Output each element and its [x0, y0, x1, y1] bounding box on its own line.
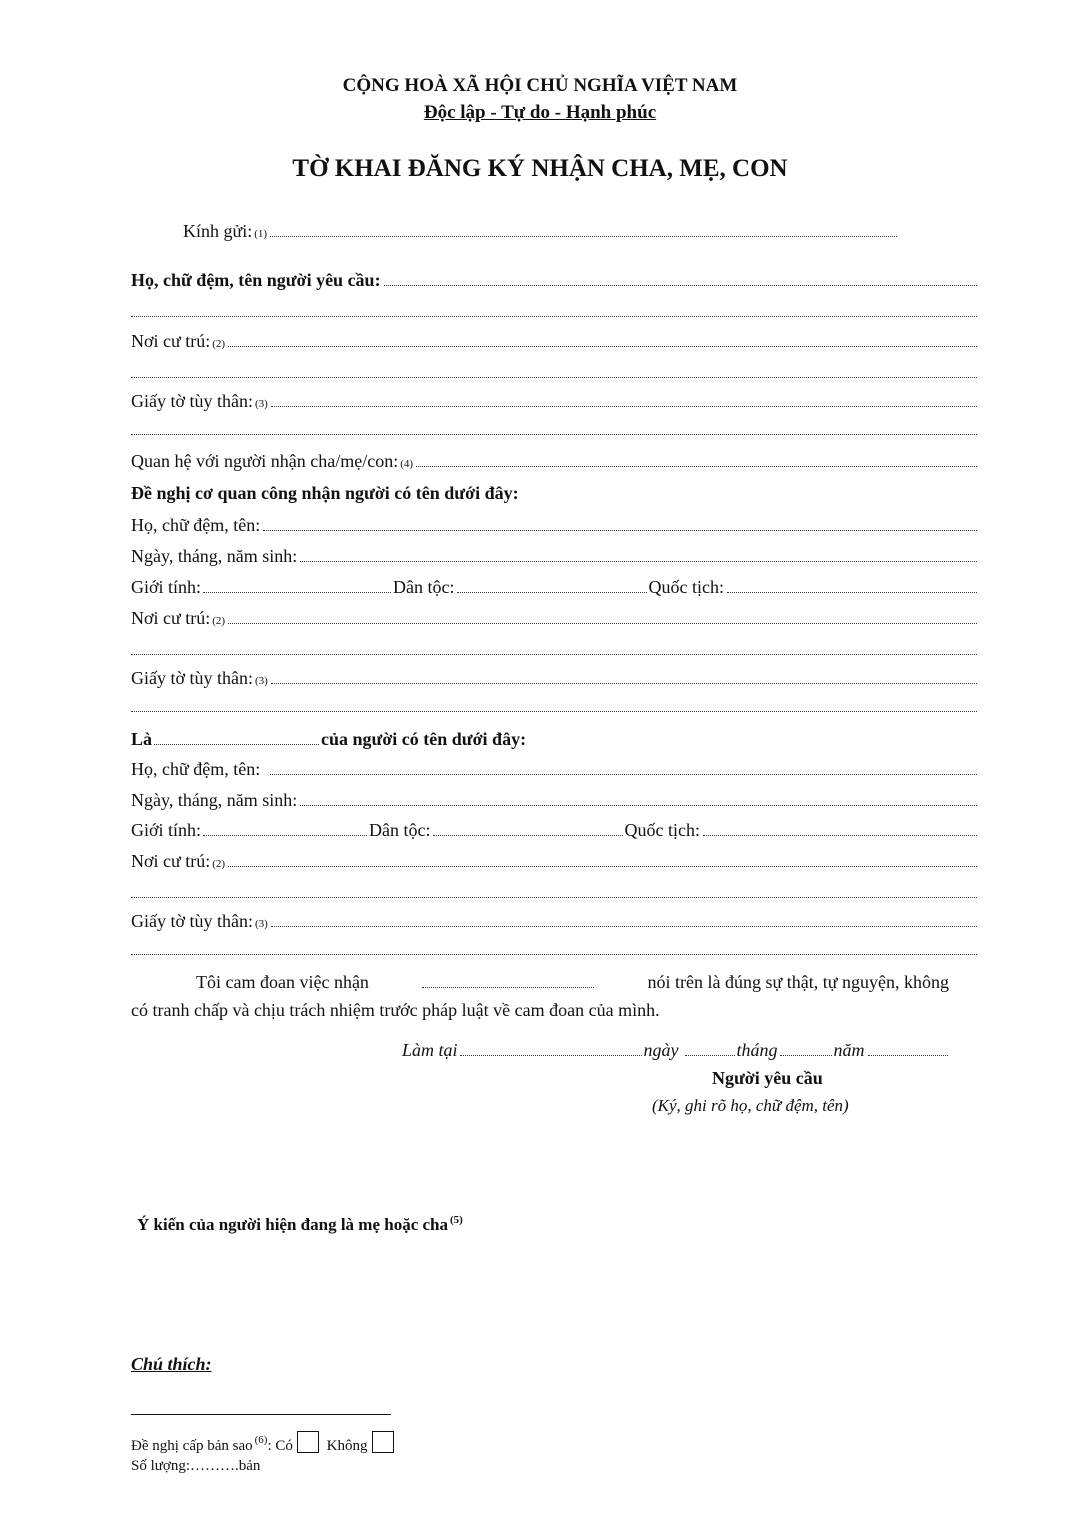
person1-dob-field[interactable]	[300, 546, 977, 562]
requester-residence-row	[131, 330, 977, 352]
place-label: Làm tại	[402, 1040, 458, 1060]
opinion-heading	[137, 1214, 463, 1235]
footnote-ref: (3)	[255, 918, 268, 930]
person2-dob-field[interactable]	[300, 790, 977, 806]
requester-residence-continuation[interactable]	[131, 362, 977, 378]
person1-residence-field[interactable]	[228, 608, 977, 624]
relation-suffix: của người có tên dưới đây:	[321, 729, 527, 749]
commitment-line-1	[196, 971, 949, 993]
person1-name-row	[131, 514, 977, 536]
day-field[interactable]	[685, 1040, 735, 1056]
footnote-ref: (1)	[254, 228, 268, 240]
footnote-ref: (3)	[255, 675, 268, 687]
commitment-text-1: Tôi cam đoan việc nhận	[196, 972, 369, 992]
person2-id-continuation[interactable]	[131, 939, 977, 955]
person2-demographics-row	[131, 819, 977, 841]
request-heading-row	[131, 482, 977, 504]
motto: Độc lập - Tự do - Hạnh phúc	[423, 102, 657, 123]
requester-relation-label: Quan hệ với người nhận cha/mẹ/con:	[131, 451, 399, 471]
requester-relation-row	[131, 450, 977, 472]
notes-heading: Chú thích:	[131, 1354, 212, 1374]
recipient-field[interactable]	[270, 221, 897, 237]
yes-checkbox[interactable]	[297, 1431, 319, 1453]
commitment-field[interactable]	[422, 972, 594, 988]
person2-nationality-field[interactable]	[703, 820, 977, 836]
no-label: Không	[326, 1438, 368, 1454]
copy-quantity: Số lượng:……….bản	[131, 1458, 261, 1474]
request-heading: Đề nghị cơ quan công nhận người có tên dưới đây:	[131, 483, 519, 503]
person1-id-label: Giấy tờ tùy thân:	[131, 668, 254, 688]
recipient-label: Kính gửi:	[183, 221, 253, 241]
person1-id-field[interactable]	[271, 668, 977, 684]
person2-residence-row	[131, 850, 977, 872]
person1-nationality-field[interactable]	[727, 577, 977, 593]
person2-residence-continuation[interactable]	[131, 882, 977, 898]
person1-residence-label: Nơi cư trú:	[131, 608, 211, 628]
person2-name-label: Họ, chữ đệm, tên:	[131, 759, 261, 779]
person2-name-row	[131, 758, 977, 780]
requester-residence-label: Nơi cư trú:	[131, 331, 211, 351]
person2-gender-field[interactable]	[203, 820, 367, 836]
person1-ethnic-label: Dân tộc:	[393, 577, 455, 597]
footnote-ref: (3)	[255, 398, 268, 410]
person1-id-continuation[interactable]	[131, 696, 977, 712]
place-field[interactable]	[460, 1040, 642, 1056]
person2-dob-label: Ngày, tháng, năm sinh:	[131, 790, 298, 810]
relation-row	[131, 728, 977, 750]
month-label: tháng	[736, 1040, 778, 1060]
month-field[interactable]	[780, 1040, 832, 1056]
commitment-line-2	[131, 999, 977, 1021]
signer-role: Người yêu cầu	[712, 1068, 823, 1088]
motto-wrap	[0, 102, 1080, 124]
footnote-rule	[131, 1414, 391, 1415]
recipient-row	[183, 220, 897, 242]
footnote-ref: (2)	[212, 615, 226, 627]
footnote-ref: (6)	[254, 1434, 268, 1446]
requester-name-label: Họ, chữ đệm, tên người yêu cầu:	[131, 270, 381, 290]
person1-nationality-label: Quốc tịch:	[648, 577, 724, 597]
form-title: TỜ KHAI ĐĂNG KÝ NHẬN CHA, MẸ, CON	[292, 155, 788, 182]
footnote-ref: (2)	[212, 858, 226, 870]
person2-id-field[interactable]	[271, 911, 977, 927]
person1-gender-field[interactable]	[203, 577, 391, 593]
requester-id-continuation[interactable]	[131, 419, 977, 435]
relation-prefix: Là	[131, 729, 153, 749]
person2-gender-label: Giới tính:	[131, 820, 202, 840]
requester-id-row	[131, 390, 977, 412]
person2-id-label: Giấy tờ tùy thân:	[131, 911, 254, 931]
requester-residence-field[interactable]	[228, 331, 977, 347]
footnote-ref: (2)	[212, 338, 226, 350]
person2-residence-label: Nơi cư trú:	[131, 851, 211, 871]
copy-colon: :	[267, 1438, 272, 1454]
person1-demographics-row	[131, 576, 977, 598]
yes-label: Có	[275, 1438, 293, 1454]
requester-relation-field[interactable]	[416, 451, 977, 467]
person2-name-field[interactable]	[270, 759, 977, 775]
signing-place-date-row	[402, 1039, 948, 1061]
commitment-text-3: có tranh chấp và chịu trách nhiệm trước pháp luật về cam đoan của mình.	[131, 1000, 660, 1020]
person2-ethnic-field[interactable]	[433, 820, 623, 836]
person2-dob-row	[131, 789, 977, 811]
requester-name-continuation[interactable]	[131, 301, 977, 317]
person2-id-row	[131, 910, 977, 932]
signature-instruction: (Ký, ghi rõ họ, chữ đệm, tên)	[652, 1096, 849, 1115]
person1-dob-label: Ngày, tháng, năm sinh:	[131, 546, 298, 566]
person1-residence-continuation[interactable]	[131, 639, 977, 655]
person1-residence-row	[131, 607, 977, 629]
copy-label: Đề nghị cấp bản sao	[131, 1438, 253, 1454]
opinion-label: Ý kiến của người hiện đang là mẹ hoặc cha	[137, 1215, 449, 1234]
person1-name-label: Họ, chữ đệm, tên:	[131, 515, 261, 535]
person2-residence-field[interactable]	[228, 851, 977, 867]
person1-name-field[interactable]	[263, 515, 977, 531]
person1-gender-label: Giới tính:	[131, 577, 202, 597]
footnote-ref: (4)	[400, 458, 414, 470]
no-checkbox[interactable]	[372, 1431, 394, 1453]
requester-id-label: Giấy tờ tùy thân:	[131, 391, 254, 411]
day-label: ngày	[643, 1040, 679, 1060]
relation-type-field[interactable]	[154, 729, 319, 745]
year-label: năm	[833, 1040, 865, 1060]
requester-name-field[interactable]	[384, 270, 977, 286]
year-field[interactable]	[868, 1040, 948, 1056]
person1-ethnic-field[interactable]	[457, 577, 647, 593]
commitment-text-2: nói trên là đúng sự thật, tự nguyện, không	[647, 972, 949, 992]
person2-nationality-label: Quốc tịch:	[624, 820, 700, 840]
person2-ethnic-label: Dân tộc:	[369, 820, 431, 840]
copy-request-row	[131, 1431, 398, 1455]
person1-id-row	[131, 667, 977, 689]
person1-dob-row	[131, 545, 977, 567]
requester-name-row	[131, 269, 977, 291]
requester-id-field[interactable]	[271, 391, 977, 407]
nation-heading: CỘNG HOÀ XÃ HỘI CHỦ NGHĨA VIỆT NAM	[342, 75, 738, 96]
footnote-ref: (5)	[450, 1214, 463, 1226]
